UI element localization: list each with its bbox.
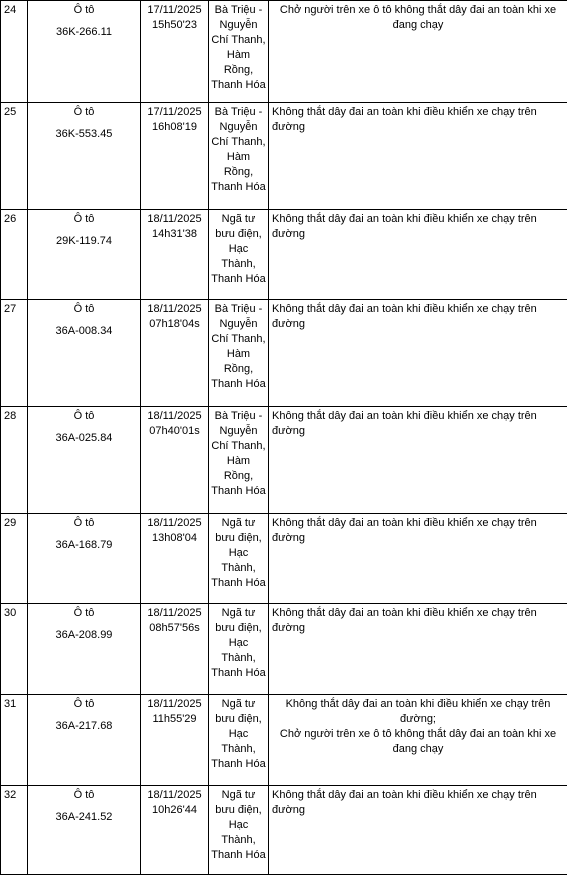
violation-text: Chở người trên xe ô tô không thắt dây đai an toàn khi xe: [269, 3, 567, 18]
location-line: Bà Triệu -: [209, 3, 268, 18]
row-number: 30: [1, 604, 28, 695]
vehicle-cell: [28, 786, 141, 875]
vehicle-cell: [28, 210, 141, 300]
vehicle-cell: [28, 695, 141, 786]
location-line: Hàm: [209, 454, 268, 469]
vehicle-type: Ô tô: [28, 105, 140, 120]
location-cell: [209, 300, 269, 407]
violation-time: 15h50'23: [141, 18, 208, 33]
location-cell: [209, 407, 269, 514]
location-line: Thanh Hóa: [209, 180, 268, 195]
location-line: Thành,: [209, 742, 268, 757]
row-number: 24: [1, 1, 28, 103]
datetime-cell: [141, 786, 209, 875]
row-number: 27: [1, 300, 28, 407]
location-line: Chí Thanh,: [209, 33, 268, 48]
location-line: Ngã tư: [209, 697, 268, 712]
violation-text: Không thắt dây đai an toàn khi điều khiển xe chạy trên đường: [272, 516, 567, 546]
vehicle-cell: [28, 407, 141, 514]
vehicle-type: Ô tô: [28, 302, 140, 317]
location-line: Hạc: [209, 727, 268, 742]
violation-date: 18/11/2025: [141, 212, 208, 227]
location-line: bưu điện,: [209, 803, 268, 818]
location-line: Hàm: [209, 347, 268, 362]
row-number: 25: [1, 103, 28, 210]
vehicle-cell: [28, 514, 141, 604]
vehicle-type: Ô tô: [28, 606, 140, 621]
vehicle-type: Ô tô: [28, 788, 140, 803]
table-row: [1, 210, 567, 300]
location-line: Thành,: [209, 651, 268, 666]
datetime-cell: [141, 103, 209, 210]
vehicle-cell: [28, 604, 141, 695]
location-cell: [209, 210, 269, 300]
violation-date: 18/11/2025: [141, 409, 208, 424]
license-plate: 36A-025.84: [28, 431, 140, 446]
datetime-cell: [141, 210, 209, 300]
violation-cell: [269, 300, 567, 407]
location-line: Thanh Hóa: [209, 484, 268, 499]
location-line: Thanh Hóa: [209, 757, 268, 772]
violation-text: Không thắt dây đai an toàn khi điều khiển xe chạy trên đường: [272, 302, 567, 332]
location-line: Chí Thanh,: [209, 332, 268, 347]
violation-text: Không thắt dây đai an toàn khi điều khiển xe chạy trên đường: [272, 105, 567, 135]
vehicle-cell: [28, 1, 141, 103]
datetime-cell: [141, 300, 209, 407]
location-line: bưu điện,: [209, 531, 268, 546]
violation-date: 18/11/2025: [141, 516, 208, 531]
violation-time: 14h31'38: [141, 227, 208, 242]
violation-time: 11h55'29: [141, 712, 208, 727]
location-cell: [209, 604, 269, 695]
license-plate: 36A-217.68: [28, 719, 140, 734]
license-plate: 36A-008.34: [28, 324, 140, 339]
location-line: Hàm: [209, 48, 268, 63]
license-plate: 36K-266.11: [28, 25, 140, 40]
violation-date: 18/11/2025: [141, 302, 208, 317]
row-number: 31: [1, 695, 28, 786]
violation-text: Không thắt dây đai an toàn khi điều khiển xe chạy trên đường: [272, 606, 567, 636]
location-line: Ngã tư: [209, 606, 268, 621]
violation-cell: [269, 1, 567, 103]
violation-text: đang chạy: [269, 18, 567, 33]
location-line: Thanh Hóa: [209, 377, 268, 392]
location-line: Chí Thanh,: [209, 439, 268, 454]
location-line: bưu điện,: [209, 712, 268, 727]
location-line: Thành,: [209, 561, 268, 576]
location-line: Rồng,: [209, 362, 268, 377]
violation-time: 07h40'01s: [141, 424, 208, 439]
location-line: Thanh Hóa: [209, 848, 268, 863]
violation-text: đường;: [269, 712, 567, 727]
row-number: 32: [1, 786, 28, 875]
violation-cell: [269, 407, 567, 514]
violation-text: Không thắt dây đai an toàn khi điều khiển xe chạy trên: [269, 697, 567, 712]
violation-cell: [269, 103, 567, 210]
violation-cell: [269, 604, 567, 695]
row-number: 28: [1, 407, 28, 514]
location-line: Thanh Hóa: [209, 666, 268, 681]
location-line: Hạc: [209, 636, 268, 651]
violation-time: 10h26'44: [141, 803, 208, 818]
location-cell: [209, 1, 269, 103]
vehicle-cell: [28, 300, 141, 407]
violation-text: Chở người trên xe ô tô không thắt dây đai an toàn khi xe: [269, 727, 567, 742]
location-line: Ngã tư: [209, 212, 268, 227]
violation-date: 17/11/2025: [141, 3, 208, 18]
location-line: bưu điện,: [209, 227, 268, 242]
location-line: Thanh Hóa: [209, 78, 268, 93]
location-line: Thành,: [209, 833, 268, 848]
table-row: [1, 695, 567, 786]
license-plate: 36A-241.52: [28, 810, 140, 825]
location-line: Nguyễn: [209, 317, 268, 332]
violation-date: 18/11/2025: [141, 606, 208, 621]
vehicle-cell: [28, 103, 141, 210]
location-cell: [209, 695, 269, 786]
table-row: [1, 514, 567, 604]
violation-cell: [269, 695, 567, 786]
table-row: [1, 786, 567, 875]
vehicle-type: Ô tô: [28, 409, 140, 424]
location-line: Bà Triệu -: [209, 302, 268, 317]
location-line: Nguyễn: [209, 424, 268, 439]
vehicle-type: Ô tô: [28, 697, 140, 712]
table-row: [1, 407, 567, 514]
location-line: Nguyễn: [209, 18, 268, 33]
location-line: Rồng,: [209, 63, 268, 78]
location-line: Bà Triệu -: [209, 105, 268, 120]
location-cell: [209, 786, 269, 875]
datetime-cell: [141, 514, 209, 604]
violation-date: 18/11/2025: [141, 697, 208, 712]
violation-date: 17/11/2025: [141, 105, 208, 120]
violation-time: 08h57'56s: [141, 621, 208, 636]
location-line: Thanh Hóa: [209, 576, 268, 591]
location-line: Ngã tư: [209, 516, 268, 531]
location-line: Rồng,: [209, 469, 268, 484]
violation-time: 16h08'19: [141, 120, 208, 135]
location-line: Chí Thanh,: [209, 135, 268, 150]
row-number: 29: [1, 514, 28, 604]
violation-cell: [269, 514, 567, 604]
violation-time: 13h08'04: [141, 531, 208, 546]
location-line: Bà Triệu -: [209, 409, 268, 424]
license-plate: 36A-168.79: [28, 538, 140, 553]
location-line: Hạc: [209, 818, 268, 833]
violation-cell: [269, 786, 567, 875]
location-line: Hạc: [209, 242, 268, 257]
location-line: Rồng,: [209, 165, 268, 180]
table-row: [1, 1, 567, 103]
datetime-cell: [141, 695, 209, 786]
datetime-cell: [141, 604, 209, 695]
license-plate: 36A-208.99: [28, 628, 140, 643]
violations-table-body: [1, 1, 567, 875]
location-line: Hàm: [209, 150, 268, 165]
table-row: [1, 604, 567, 695]
violation-text: Không thắt dây đai an toàn khi điều khiển xe chạy trên đường: [272, 409, 567, 439]
location-line: bưu điện,: [209, 621, 268, 636]
table-row: [1, 103, 567, 210]
license-plate: 29K-119.74: [28, 234, 140, 249]
violation-text: Không thắt dây đai an toàn khi điều khiển xe chạy trên đường: [272, 212, 567, 242]
row-number: 26: [1, 210, 28, 300]
location-cell: [209, 103, 269, 210]
table-row: [1, 300, 567, 407]
vehicle-type: Ô tô: [28, 3, 140, 18]
violation-cell: [269, 210, 567, 300]
location-line: Hạc: [209, 546, 268, 561]
license-plate: 36K-553.45: [28, 127, 140, 142]
location-line: Thành,: [209, 257, 268, 272]
location-line: Nguyễn: [209, 120, 268, 135]
violation-time: 07h18'04s: [141, 317, 208, 332]
violation-text: đang chạy: [269, 742, 567, 757]
location-line: Thanh Hóa: [209, 272, 268, 287]
location-cell: [209, 514, 269, 604]
violation-text: Không thắt dây đai an toàn khi điều khiển xe chạy trên đường: [272, 788, 567, 818]
vehicle-type: Ô tô: [28, 212, 140, 227]
violation-date: 18/11/2025: [141, 788, 208, 803]
location-line: Ngã tư: [209, 788, 268, 803]
datetime-cell: [141, 407, 209, 514]
datetime-cell: [141, 1, 209, 103]
vehicle-type: Ô tô: [28, 516, 140, 531]
